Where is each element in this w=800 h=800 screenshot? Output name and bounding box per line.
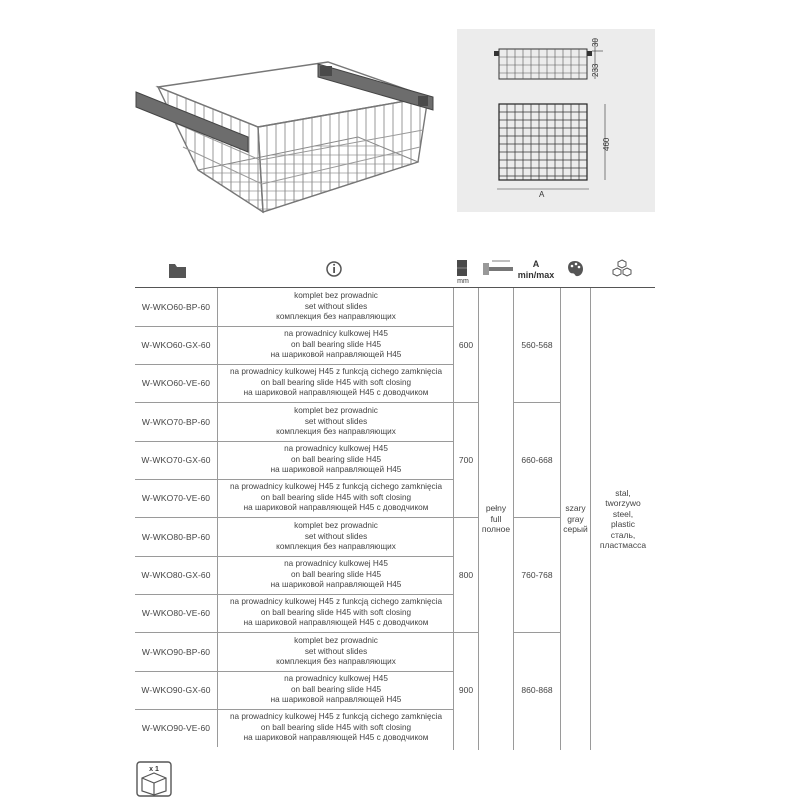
product-description xyxy=(217,364,454,402)
table-row xyxy=(135,326,453,365)
desc-pl: na prowadnicy kulkowej H45 z funkcją cichego zamknięcia xyxy=(229,712,443,722)
height-unit-label: mm xyxy=(457,278,469,285)
table-row xyxy=(135,594,453,633)
dim-width: A xyxy=(539,190,545,199)
product-table xyxy=(135,288,655,750)
product-description xyxy=(217,594,454,632)
width-range-value: 660-668 xyxy=(521,454,553,465)
folder-icon xyxy=(168,258,188,288)
desc-pl: komplet bez prowadnic xyxy=(294,291,378,301)
material-line: сталь, xyxy=(610,529,636,540)
material-line: tworzywo xyxy=(605,498,641,508)
cabinet-height-value: 900 xyxy=(458,684,474,695)
table-row xyxy=(135,441,453,480)
package-box-icon xyxy=(136,761,172,797)
product-code: W-WKO80-BP-60 xyxy=(141,532,211,542)
width-range-value: 760-768 xyxy=(521,569,553,580)
desc-ru: на шариковой направляющей H45 с доводчиком xyxy=(243,618,429,628)
product-description xyxy=(217,633,454,671)
product-code: W-WKO70-BP-60 xyxy=(141,417,211,427)
table-row xyxy=(135,518,453,557)
desc-en: on ball bearing slide H45 xyxy=(290,684,382,694)
material-line: steel, xyxy=(612,508,634,519)
desc-pl: na prowadnicy kulkowej H45 xyxy=(284,674,388,684)
dim-depth: 460 xyxy=(602,137,611,151)
table-row xyxy=(135,556,453,595)
product-description xyxy=(217,709,454,747)
table-row xyxy=(135,709,453,747)
cabinet-height-value: 700 xyxy=(458,454,474,465)
desc-en: on ball bearing slide H45 with soft closing xyxy=(260,492,412,502)
desc-en: on ball bearing slide H45 xyxy=(290,454,382,464)
desc-en: set without slides xyxy=(304,531,368,541)
desc-ru: на шариковой направляющей H45 с доводчиком xyxy=(243,733,429,743)
desc-en: on ball bearing slide H45 xyxy=(290,569,382,579)
desc-ru: на шариковой направляющей H45 с доводчиком xyxy=(243,388,429,398)
desc-pl: na prowadnicy kulkowej H45 z funkcją cichego zamknięcia xyxy=(229,367,443,377)
desc-pl: na prowadnicy kulkowej H45 z funkcją cichego zamknięcia xyxy=(229,482,443,492)
product-code: W-WKO90-BP-60 xyxy=(141,647,211,657)
desc-pl: na prowadnicy kulkowej H45 xyxy=(284,329,388,339)
desc-en: set without slides xyxy=(304,646,368,656)
desc-ru: на шариковой направляющей H45 xyxy=(270,695,402,705)
extension-value xyxy=(479,288,513,750)
desc-pl: na prowadnicy kulkowej H45 xyxy=(284,444,388,454)
product-code: W-WKO80-VE-60 xyxy=(141,608,211,618)
cabinet-height-value: 800 xyxy=(458,569,474,580)
technical-drawing xyxy=(457,29,655,212)
table-row xyxy=(135,364,453,403)
dim-height: 233 xyxy=(591,63,600,77)
desc-ru: комплекция без направляющих xyxy=(276,312,396,322)
slide-extension-icon xyxy=(482,258,514,288)
desc-ru: комплекция без направляющих xyxy=(276,427,396,437)
product-description xyxy=(217,671,454,709)
desc-ru: на шариковой направляющей H45 с доводчиком xyxy=(243,503,429,513)
desc-pl: komplet bez prowadnic xyxy=(294,406,378,416)
product-description xyxy=(217,403,454,441)
extension-pl: pełny xyxy=(485,503,507,514)
desc-ru: комплекция без направляющих xyxy=(276,657,396,667)
material-value xyxy=(591,288,655,750)
color-pl: szary xyxy=(565,503,586,514)
desc-en: on ball bearing slide H45 with soft closing xyxy=(260,722,412,732)
desc-en: set without slides xyxy=(304,416,368,426)
desc-ru: на шариковой направляющей H45 xyxy=(270,465,402,475)
desc-en: on ball bearing slide H45 with soft closing xyxy=(260,377,412,387)
color-en: gray xyxy=(567,513,584,524)
desc-ru: на шариковой направляющей H45 xyxy=(270,580,402,590)
material-cubes-icon xyxy=(611,258,633,288)
technical-drawing-panel xyxy=(457,29,655,212)
material-line: пластмасса xyxy=(599,540,647,550)
color-ru: серый xyxy=(563,524,588,535)
desc-en: set without slides xyxy=(304,301,368,311)
material-line: stal, xyxy=(615,487,631,498)
info-icon xyxy=(325,258,345,288)
desc-pl: na prowadnicy kulkowej H45 xyxy=(284,559,388,569)
desc-en: on ball bearing slide H45 xyxy=(290,339,382,349)
table-row xyxy=(135,633,453,672)
table-row xyxy=(135,288,453,327)
product-description xyxy=(217,556,454,594)
product-code: W-WKO60-GX-60 xyxy=(141,340,211,350)
desc-pl: na prowadnicy kulkowej H45 z funkcją cichego zamknięcia xyxy=(229,597,443,607)
width-range-value: 860-868 xyxy=(521,684,553,695)
product-description xyxy=(217,288,454,326)
cabinet-height-value: 600 xyxy=(458,339,474,350)
product-code: W-WKO70-GX-60 xyxy=(141,455,211,465)
product-photo-wire-basket xyxy=(128,52,438,237)
product-code: W-WKO60-VE-60 xyxy=(141,378,211,388)
product-code: W-WKO70-VE-60 xyxy=(141,493,211,503)
extension-en: full xyxy=(490,513,502,524)
pack-quantity-label: x 1 xyxy=(149,766,159,773)
desc-en: on ball bearing slide H45 with soft closing xyxy=(260,607,412,617)
extension-ru: полное xyxy=(481,524,511,535)
product-description xyxy=(217,518,454,556)
table-row xyxy=(135,671,453,710)
desc-pl: komplet bez prowadnic xyxy=(294,636,378,646)
dim-top: 30 xyxy=(591,38,600,47)
product-code: W-WKO60-BP-60 xyxy=(141,302,211,312)
product-description xyxy=(217,441,454,479)
desc-ru: комплекция без направляющих xyxy=(276,542,396,552)
width-label-minmax: min/max xyxy=(517,270,555,280)
product-code: W-WKO90-GX-60 xyxy=(141,685,211,695)
product-description xyxy=(217,326,454,364)
product-code: W-WKO80-GX-60 xyxy=(141,570,211,580)
width-label-a: A xyxy=(532,259,540,269)
color-value xyxy=(561,288,590,750)
table-row xyxy=(135,403,453,442)
material-line: plastic xyxy=(610,519,636,529)
width-range-value: 560-568 xyxy=(521,339,553,350)
desc-ru: на шариковой направляющей H45 xyxy=(270,350,402,360)
product-code: W-WKO90-VE-60 xyxy=(141,723,211,733)
product-description xyxy=(217,479,454,517)
desc-pl: komplet bez prowadnic xyxy=(294,521,378,531)
color-palette-icon xyxy=(566,258,584,288)
table-row xyxy=(135,479,453,518)
